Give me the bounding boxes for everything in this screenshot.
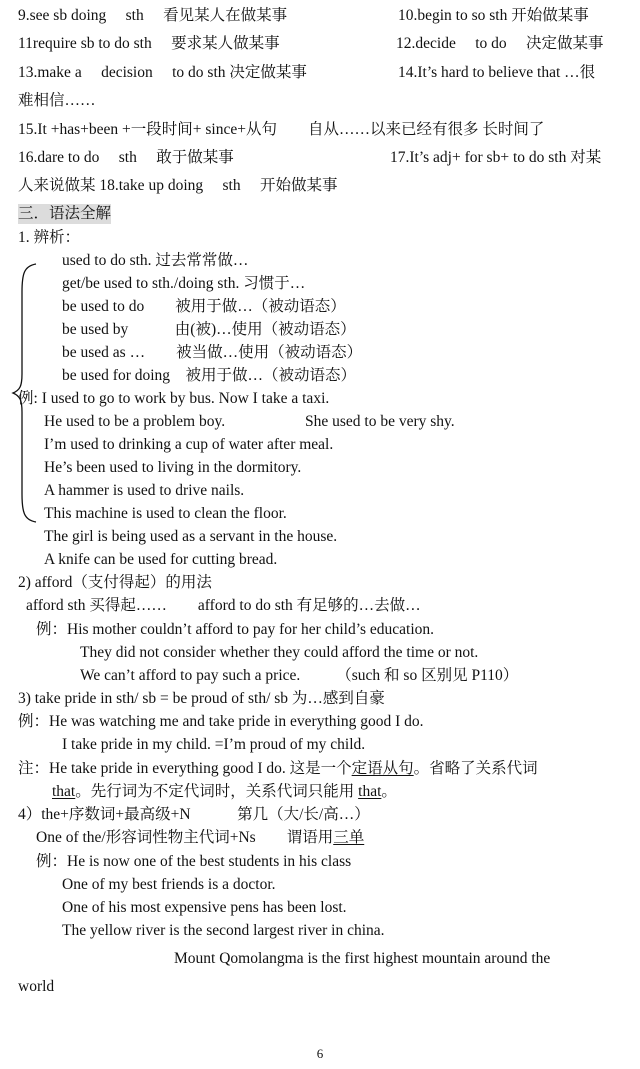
example-prefix: 例： [36,621,68,638]
note-underlined: 定语从句 [351,760,414,777]
p2-heading: 2) afford（支付得起）的用法 [18,574,212,591]
p3-note [18,759,538,779]
p4-example-5-cont: world [18,978,55,995]
p1-example-3: I’m used to drinking a cup of water after meal. [44,436,334,453]
p4-example-5: Mount Qomolangma is the first highest mountain around the [174,950,551,967]
vocab-item-14-cont: 难相信…… [18,92,96,109]
page-number: 6 [316,1046,324,1061]
vocab-item-14: 14.It’s hard to believe that …很 [398,64,596,81]
p1-heading: 1. 辨析： [18,229,81,246]
p1-example-4: He’s been used to living in the dormitory. [44,459,302,476]
note-text: 。省略了关系代词 [413,760,538,777]
vocab-item-13: 13.make a decision to do sth 决定做某事 [18,64,307,81]
p1-example-8: A knife can be used for cutting bread. [44,551,278,568]
example-text: I used to go to work by bus. Now I take a taxi. [41,390,330,407]
vocab-item-17: 17.It’s adj+ for sb+ to do sth 对某 [390,149,602,166]
note-text: 。 [381,783,397,800]
note-prefix: 注： [18,760,50,777]
p1-example-7: The girl is being used as a servant in the house. [44,528,338,545]
example-text: He was watching me and take pride in everything good I do. [49,713,424,730]
note-underlined: that [358,783,382,800]
p1-example-2a: He used to be a problem boy. [44,413,226,430]
p2-example-1 [36,620,434,640]
p2-example-2: They did not consider whether they could afford the time or not. [80,644,479,661]
p1-item-1: used to do sth. 过去常常做… [62,252,249,269]
p1-item-6: be used for doing 被用于做…（被动语态） [62,367,357,384]
vocab-item-9: 9.see sb doing sth 看见某人在做某事 [18,7,288,24]
p2-usage: afford sth 买得起…… afford to do sth 有足够的…去做… [26,597,421,614]
p3-example-2: I take pride in my child. =I’m proud of my child. [62,736,366,753]
vocab-item-10: 10.begin to so sth 开始做某事 [398,7,589,24]
p2-example-3 [80,666,518,686]
example-text: His mother couldn’t afford to pay for her child’s education. [67,621,435,638]
vocab-item-15: 15.It +has+been +一段时间+ since+从句 自从……以来已经有很多 长时间了 [18,121,545,138]
p1-item-4: be used by 由(被)…使用（被动语态） [62,321,356,338]
p1-item-3: be used to do 被用于做…（被动语态） [62,298,346,315]
note-text: 。先行词为不定代词时，关系代词只能用 [75,783,359,800]
note-underlined: that [52,783,76,800]
vocab-item-16: 16.dare to do sth 敢于做某事 [18,149,234,166]
example-text: We can’t afford to pay such a price. [80,667,301,684]
p4-heading: 4）the+序数词+最高级+N 第几（大/长/高…） [18,806,370,823]
p3-heading: 3) take pride in sth/ sb = be proud of sth/ sb 为…感到自豪 [18,690,385,707]
vocab-item-11: 11require sb to do sth 要求某人做某事 [18,35,280,52]
p4-rule [36,828,364,848]
example-text: He is now one of the best students in his class [67,853,352,870]
rule-text: One of the/形容词性物主代词+Ns 谓语用 [36,829,334,846]
p1-item-2: get/be used to sth./doing sth. 习惯于… [62,275,306,292]
p4-example-1 [36,852,351,872]
p3-note-cont [52,782,397,802]
rule-underlined: 三单 [333,829,365,846]
vocab-item-18: 人来说做某 18.take up doing sth 开始做某事 [18,177,338,194]
p4-example-3: One of his most expensive pens has been lost. [62,899,347,916]
example-prefix: 例： [36,853,68,870]
section-title: 三．语法全解 [18,205,112,222]
note-text: He take pride in everything good I do. 这是一个 [49,760,352,777]
example-prefix: 例: [18,390,42,407]
vocab-item-12: 12.decide to do 决定做某事 [396,35,604,52]
p4-example-2: One of my best friends is a doctor. [62,876,276,893]
example-note: （such 和 so 区别见 P110） [336,667,519,684]
p1-item-5: be used as … 被当做…使用（被动语态） [62,344,363,361]
p1-example-2b: She used to be very shy. [305,413,455,430]
p1-example-1 [18,389,329,409]
example-prefix: 例： [18,713,50,730]
p4-example-4: The yellow river is the second largest river in china. [62,922,385,939]
p1-example-6: This machine is used to clean the floor. [44,505,287,522]
p3-example-1 [18,712,424,732]
p1-example-5: A hammer is used to drive nails. [44,482,245,499]
